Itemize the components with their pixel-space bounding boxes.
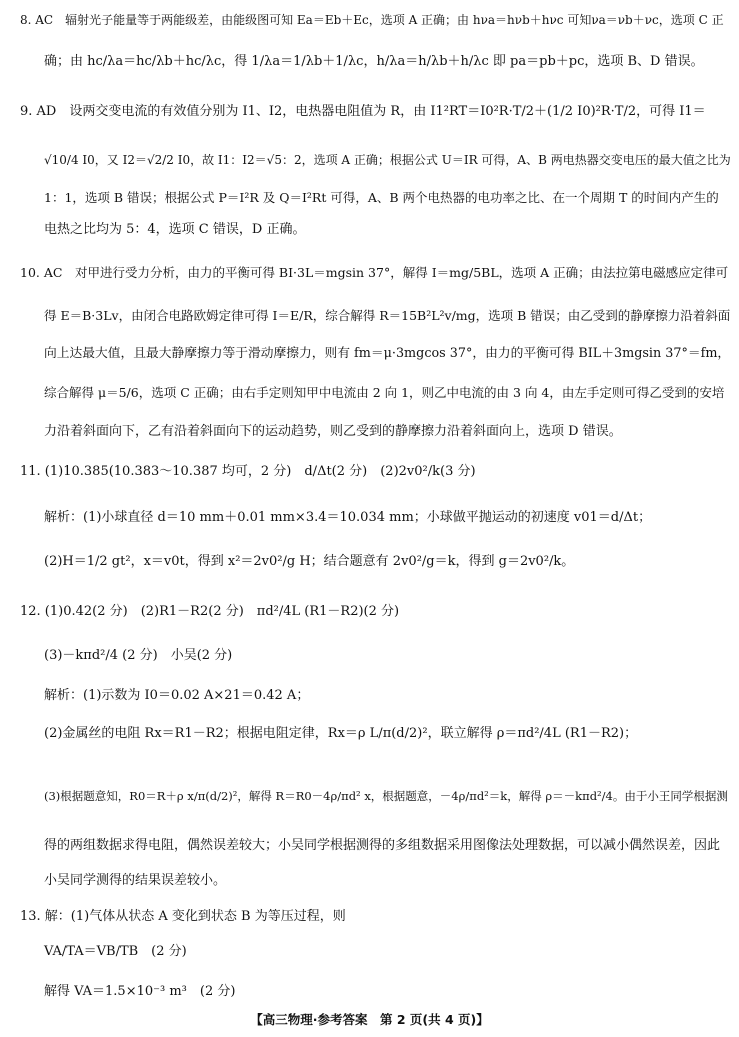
q10-line-4: 综合解得 μ＝5/6，选项 C 正确；由右手定则知甲中电流由 2 向 1，则乙中电流的由 3 向 4，由左手定则可得乙受到的安培 <box>44 385 725 400</box>
q9-line-1: 9. AD 设两交变电流的有效值分别为 I1、I2，电热器电阻值为 R，由 I1²RT＝I0²R·T/2＋(1/2 I0)²R·T/2，可得 I1＝ <box>20 104 706 119</box>
q10-line-2: 得 E＝B·3Lv，由闭合电路欧姆定律可得 I＝E/R，综合解得 R＝15B²L²v/mg，选项 B 错误；由乙受到的静摩擦力沿着斜面 <box>44 308 731 323</box>
q10-line-5: 力沿着斜面向下，乙有沿着斜面向下的运动趋势，则乙受到的静摩擦力沿着斜面向上，选项 D 错误。 <box>44 424 622 439</box>
q9-line-4: 电热之比均为 5：4，选项 C 错误，D 正确。 <box>44 222 306 237</box>
q9-line-2: √10/4 I0，又 I2＝√2/2 I0，故 I1：I2＝√5：2，选项 A 正确；根据公式 U＝IR 可得，A、B 两电热器交变电压的最大值之比为 <box>44 153 731 167</box>
q13-line-2: VA/TA＝VB/TB (2 分) <box>44 944 187 959</box>
q9-line-3: 1：1，选项 B 错误；根据公式 P＝I²R 及 Q＝I²Rt 可得，A、B 两个电热器的电功率之比、在一个周期 T 的时间内产生的 <box>44 190 719 205</box>
q11-line-3: (2)H＝1/2 gt²，x＝v0t，得到 x²＝2v0²/g H；结合题意有 2v0²/g＝k，得到 g＝2v0²/k。 <box>44 554 575 569</box>
q11-line-2: 解析：(1)小球直径 d＝10 mm＋0.01 mm×3.4＝10.034 mm；小球做平抛运动的初速度 v01＝d/Δt； <box>44 510 652 525</box>
q12-line-2: (3)－kπd²/4 (2 分) 小吴(2 分) <box>44 648 233 663</box>
q12-line-6: 得的两组数据求得电阻，偶然误差较大；小吴同学根据测得的多组数据采用图像法处理数据，可以减小偶然误差，因此 <box>44 838 721 853</box>
page-footer: 【高三物理·参考答案 第 2 页(共 4 页)】 <box>250 1012 489 1027</box>
q10-line-1: 10. AC 对甲进行受力分析，由力的平衡可得 BI·3L＝mgsin 37°，解得 I＝mg/5BL，选项 A 正确；由法拉第电磁感应定律可 <box>20 265 729 280</box>
q12-line-5: (3)根据题意知，R0＝R＋ρ x/π(d/2)²，解得 R＝R0－4ρ/πd² x，根据题意，－4ρ/πd²＝k，解得 ρ＝－kπd²/4。由于小王同学根据测 <box>44 789 728 803</box>
q8-line-1: 8. AC 辐射光子能量等于两能级差，由能级图可知 Ea＝Eb＋Ec，选项 A 正确；由 hνa＝hνb＋hνc 可知νa＝νb＋νc，选项 C 正 <box>20 13 724 27</box>
q13-line-1: 13. 解：(1)气体从状态 A 变化到状态 B 为等压过程，则 <box>20 909 346 924</box>
q13-line-3: 解得 VA＝1.5×10⁻³ m³ (2 分) <box>44 984 236 999</box>
q10-line-3: 向上达最大值，且最大静摩擦力等于滑动摩擦力，则有 fm＝μ·3mgcos 37°，由力的平衡可得 BIL＋3mgsin 37°＝fm， <box>44 346 731 361</box>
q12-line-3: 解析：(1)示数为 I0＝0.02 A×21＝0.42 A； <box>44 688 310 703</box>
q12-line-4: (2)金属丝的电阻 Rx＝R1－R2；根据电阻定律，Rx＝ρ L/π(d/2)²，联立解得 ρ＝πd²/4L (R1－R2)； <box>44 726 638 741</box>
q12-line-1: 12. (1)0.42(2 分) (2)R1－R2(2 分) πd²/4L (R1－R2)(2 分) <box>20 604 400 619</box>
q11-line-1: 11. (1)10.385(10.383～10.387 均可，2 分) d/Δt(2 分) (2)2v0²/k(3 分) <box>20 464 476 479</box>
q12-line-7: 小吴同学测得的结果误差较小。 <box>44 873 227 888</box>
q8-line-2: 确；由 hc/λa＝hc/λb＋hc/λc，得 1/λa＝1/λb＋1/λc，h/λa＝h/λb＋h/λc 即 pa＝pb＋pc，选项 B、D 错误。 <box>44 54 704 69</box>
